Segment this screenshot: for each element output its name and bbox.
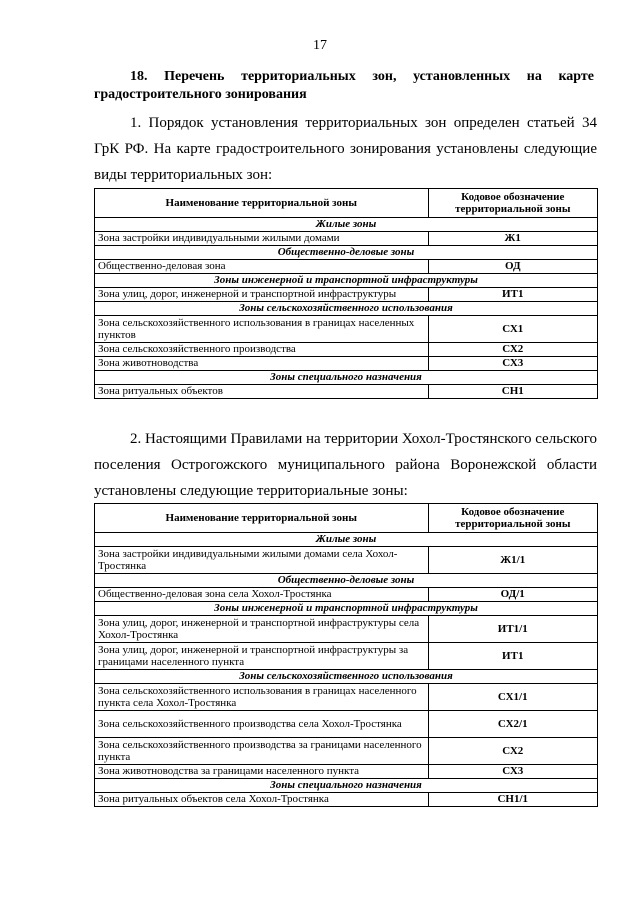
zone-group-row (95, 218, 598, 232)
zone-group-title: Зоны специального назначения (95, 371, 598, 385)
zone-name-cell: Общественно-деловая зона села Хохол-Тростянка (95, 588, 429, 602)
zone-name-cell: Зона животноводства (95, 357, 429, 371)
header-zone-name: Наименование территориальной зоны (95, 189, 429, 218)
zone-code-cell: СХ2 (428, 343, 598, 357)
zone-name-cell: Зона ритуальных объектов (95, 385, 429, 399)
zone-group-row (95, 602, 598, 616)
zone-group-row (95, 670, 598, 684)
table-row (95, 316, 598, 343)
zone-code-cell: СН1/1 (428, 793, 598, 807)
table-row (95, 288, 598, 302)
zone-group-row (95, 779, 598, 793)
zone-name-cell: Зона сельскохозяйственного использования в границах населенных пунктов (95, 316, 429, 343)
zone-group-row (95, 302, 598, 316)
zone-group-row (95, 246, 598, 260)
zone-name-cell: Зона сельскохозяйственного производства за границами населенного пункта (95, 738, 429, 765)
table-row (95, 232, 598, 246)
table-header-row (95, 504, 598, 533)
zone-code-cell: ОД/1 (428, 588, 598, 602)
zone-group-title: Зоны сельскохозяйственного использования (95, 302, 598, 316)
table-row (95, 357, 598, 371)
zone-code-cell: ОД (428, 260, 598, 274)
zone-group-title: Зоны инженерной и транспортной инфраструктуры (95, 274, 598, 288)
table-row (95, 260, 598, 274)
table-row (95, 343, 598, 357)
zone-code-cell: ИТ1 (428, 643, 598, 670)
zone-group-title: Общественно-деловые зоны (95, 246, 598, 260)
header-zone-code: Кодовое обозначение территориальной зоны (428, 504, 598, 533)
zone-name-cell: Зона сельскохозяйственного производства (95, 343, 429, 357)
zone-name-cell: Зона ритуальных объектов села Хохол-Тростянка (95, 793, 429, 807)
zones-table-general-body (95, 218, 598, 399)
zone-code-cell: СХ2/1 (428, 711, 598, 738)
table-row (95, 588, 598, 602)
paragraph-1: 1. Порядок установления территориальных зон определен статьей 34 ГрК РФ. На карте градостроительного зонирования установлены следующие виды территориальных зон: (94, 115, 597, 183)
zone-group-row (95, 533, 598, 547)
zone-name-cell: Зона сельскохозяйственного использования в границах населенного пункта села Хохол-Тростянка (95, 684, 429, 711)
zone-group-title: Зоны инженерной и транспортной инфраструктуры (95, 602, 598, 616)
zone-group-title: Жилые зоны (95, 218, 598, 232)
page-number: 17 (313, 38, 327, 53)
zone-code-cell: СХ3 (428, 357, 598, 371)
table-row (95, 684, 598, 711)
section-heading-line2: градостроительного зонирования (94, 87, 307, 102)
section-heading (94, 68, 594, 104)
zone-group-row (95, 574, 598, 588)
zone-code-cell: ИТ1/1 (428, 616, 598, 643)
zone-code-cell: ИТ1 (428, 288, 598, 302)
table-row (95, 738, 598, 765)
zone-code-cell: СХ3 (428, 765, 598, 779)
zones-table-settlement (94, 503, 598, 807)
table-row (95, 765, 598, 779)
zone-name-cell: Общественно-деловая зона (95, 260, 429, 274)
zone-group-title: Общественно-деловые зоны (95, 574, 598, 588)
zone-group-row (95, 274, 598, 288)
paragraph-2: 2. Настоящими Правилами на территории Хохол-Тростянского сельского поселения Острогожского муниципального района Воронежской области установлены следующие территориальные зоны: (94, 431, 597, 499)
zone-name-cell: Зона улиц, дорог, инженерной и транспортной инфраструктуры за границами населенного пункта (95, 643, 429, 670)
table-row (95, 385, 598, 399)
zones-table-settlement-body (95, 533, 598, 807)
zone-name-cell: Зона застройки индивидуальными жилыми домами села Хохол-Тростянка (95, 547, 429, 574)
header-zone-name: Наименование территориальной зоны (95, 504, 429, 533)
zone-name-cell: Зона сельскохозяйственного производства села Хохол-Тростянка (95, 711, 429, 738)
zone-name-cell: Зона улиц, дорог, инженерной и транспортной инфраструктуры (95, 288, 429, 302)
zone-group-row (95, 371, 598, 385)
table-row (95, 616, 598, 643)
zone-name-cell: Зона улиц, дорог, инженерной и транспортной инфраструктуры села Хохол-Тростянка (95, 616, 429, 643)
table-row (95, 643, 598, 670)
table-row (95, 547, 598, 574)
zone-name-cell: Зона животноводства за границами населенного пункта (95, 765, 429, 779)
zone-group-title: Зоны сельскохозяйственного использования (95, 670, 598, 684)
table-header-row (95, 189, 598, 218)
zone-code-cell: СХ1/1 (428, 684, 598, 711)
table-row (95, 793, 598, 807)
table-row (95, 711, 598, 738)
zone-code-cell: Ж1 (428, 232, 598, 246)
zone-code-cell: СХ2 (428, 738, 598, 765)
zones-table-general (94, 188, 598, 399)
zone-group-title: Зоны специального назначения (95, 779, 598, 793)
header-zone-code: Кодовое обозначение территориальной зоны (428, 189, 598, 218)
zone-name-cell: Зона застройки индивидуальными жилыми домами (95, 232, 429, 246)
zone-code-cell: Ж1/1 (428, 547, 598, 574)
zone-code-cell: СХ1 (428, 316, 598, 343)
zone-code-cell: СН1 (428, 385, 598, 399)
zone-group-title: Жилые зоны (95, 533, 598, 547)
section-heading-line1: 18. Перечень территориальных зон, установленных на карте (130, 69, 594, 84)
